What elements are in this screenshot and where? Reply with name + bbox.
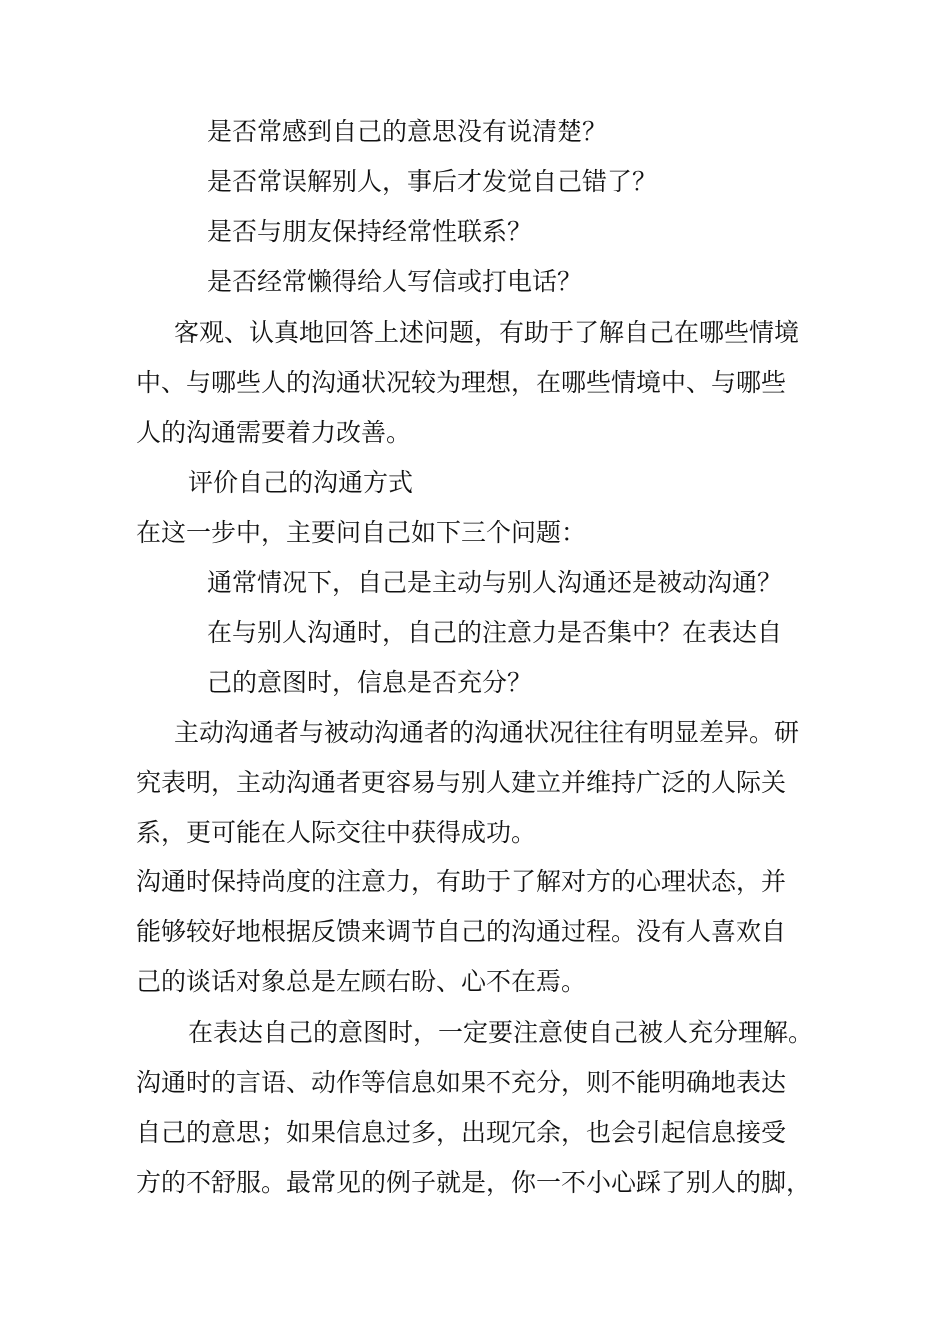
- question-line: 是否经常懒得给人写信或打电话？: [207, 267, 583, 296]
- paragraph-line: 中、与哪些人的沟通状况较为理想，在哪些情境中、与哪些: [136, 368, 787, 397]
- question-line: 在与别人沟通时，自己的注意力是否集中？在表达自: [207, 618, 783, 647]
- paragraph-line: 方的不舒服。最常见的例子就是，你一不小心踩了别人的脚，: [136, 1168, 812, 1197]
- question-line: 是否常误解别人，事后才发觉自己错了？: [207, 167, 658, 196]
- paragraph-line: 自己的意思；如果信息过多，出现冗余，也会引起信息接受: [136, 1118, 787, 1147]
- paragraph-line: 己的谈话对象总是左顾右盼、心不在焉。: [136, 967, 587, 996]
- paragraph-line: 沟通时保持尚度的注意力，有助于了解对方的心理状态，并: [136, 867, 787, 896]
- question-line: 通常情况下，自己是主动与别人沟通还是被动沟通？: [207, 568, 783, 597]
- paragraph-line: 在这一步中，主要问自己如下三个问题：: [136, 518, 587, 547]
- question-line: 己的意图时，信息是否充分？: [207, 668, 533, 697]
- paragraph-line: 客观、认真地回答上述问题，有助于了解自己在哪些情境: [174, 318, 800, 347]
- paragraph-line: 究表明，主动沟通者更容易与别人建立并维持广泛的人际关: [136, 768, 787, 797]
- question-line: 是否常感到自己的意思没有说清楚？: [207, 117, 608, 146]
- paragraph-line: 系，更可能在人际交往中获得成功。: [136, 818, 537, 847]
- paragraph-line: 沟通时的言语、动作等信息如果不充分，则不能明确地表达: [136, 1068, 787, 1097]
- question-line: 是否与朋友保持经常性联系？: [207, 217, 533, 246]
- paragraph-line: 人的沟通需要着力改善。: [136, 418, 412, 447]
- paragraph-line: 能够较好地根据反馈来调节自己的沟通过程。没有人喜欢自: [136, 917, 787, 946]
- paragraph-line: 在表达自己的意图时，一定要注意使自己被人充分理解。: [188, 1018, 814, 1047]
- section-heading: 评价自己的沟通方式: [188, 468, 414, 497]
- paragraph-line: 主动沟通者与被动沟通者的沟通状况往往有明显差异。研: [174, 718, 800, 747]
